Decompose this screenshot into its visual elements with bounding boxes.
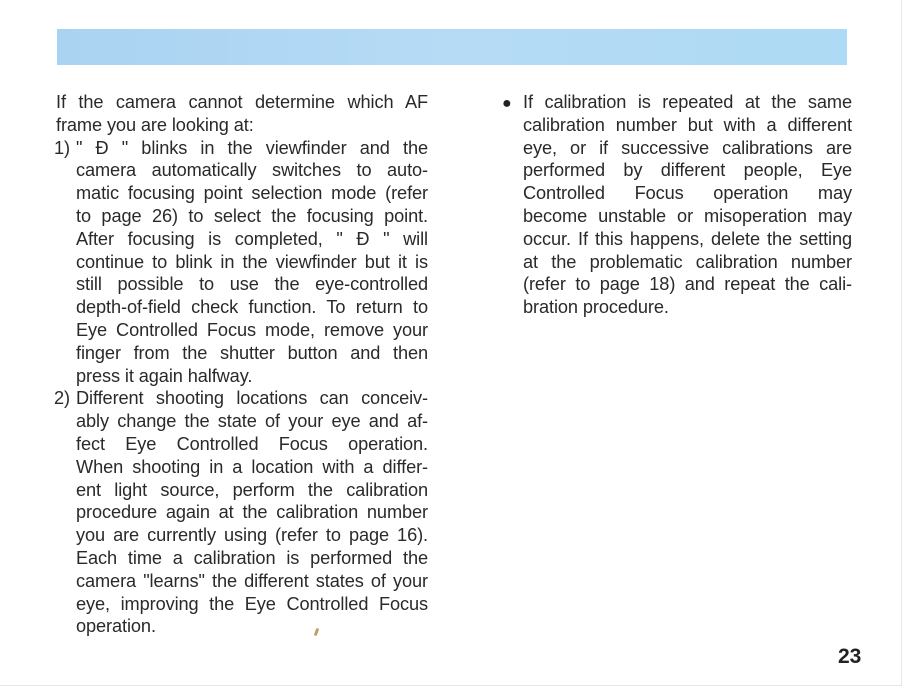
list-number: 2) [54, 388, 70, 409]
page-number: 23 [838, 645, 862, 668]
text-line: Eye Controlled Focus mode, remove your [76, 319, 428, 340]
text-line: still possible to use the eye-controlled [76, 274, 428, 295]
text-line: to page 26) to select the focusing point. [76, 205, 428, 226]
text-line: procedure again at the calibration number [76, 502, 428, 523]
text-line: matic focusing point selection mode (refer [76, 183, 428, 204]
text-line: eye, or if successive calibrations are [523, 137, 852, 158]
text-line: occur. If this happens, delete the setting [523, 228, 852, 249]
list-item-2 [56, 387, 428, 638]
text-line: depth-of-field check function. To return to [76, 297, 428, 318]
text-line: Each time a calibration is performed the [76, 547, 428, 568]
text-line: Controlled Focus operation may [523, 183, 852, 204]
text-line: Different shooting locations can conceiv- [76, 388, 428, 409]
text-line: operation. [76, 616, 156, 637]
text-line: eye, improving the Eye Controlled Focus [76, 593, 428, 614]
list-number: 1) [54, 137, 70, 158]
text-line: at the problematic calibration number [523, 251, 852, 272]
text-line: continue to blink in the viewfinder but it is [76, 251, 428, 272]
text-line: fect Eye Controlled Focus operation. [76, 433, 428, 454]
bullet-paragraph [502, 91, 852, 319]
text-line: bration procedure. [523, 297, 669, 318]
text-line: If the camera cannot determine which AF [56, 92, 428, 112]
text-line: finger from the shutter button and then [76, 342, 428, 363]
text-line: (refer to page 18) and repeat the cali- [523, 274, 852, 295]
text-line: When shooting in a location with a differ- [76, 456, 428, 477]
text-line: press it again halfway. [76, 365, 253, 386]
text-line: " Đ " blinks in the viewfinder and the [76, 137, 428, 158]
text-line: camera "learns" the different states of your [76, 570, 428, 591]
list-item-1 [56, 137, 428, 388]
text-line: performed by different people, Eye [523, 160, 852, 181]
text-line: ably change the state of your eye and af- [76, 411, 428, 432]
text-line: calibration number but with a different [523, 114, 852, 135]
text-line: If calibration is repeated at the same [523, 92, 852, 112]
intro-paragraph [56, 91, 428, 137]
text-line: become unstable or misoperation may [523, 205, 852, 226]
left-column [56, 91, 428, 638]
text-line: you are currently using (refer to page 16). [76, 525, 428, 546]
text-line: camera automatically switches to auto- [76, 160, 428, 181]
text-line: frame you are looking at: [56, 114, 254, 135]
text-line: After focusing is completed, " Đ " will [76, 228, 428, 249]
text-line: ent light source, perform the calibration [76, 479, 428, 500]
header-color-band [57, 29, 847, 65]
bullet-icon: ● [502, 95, 512, 112]
right-column [502, 91, 852, 319]
